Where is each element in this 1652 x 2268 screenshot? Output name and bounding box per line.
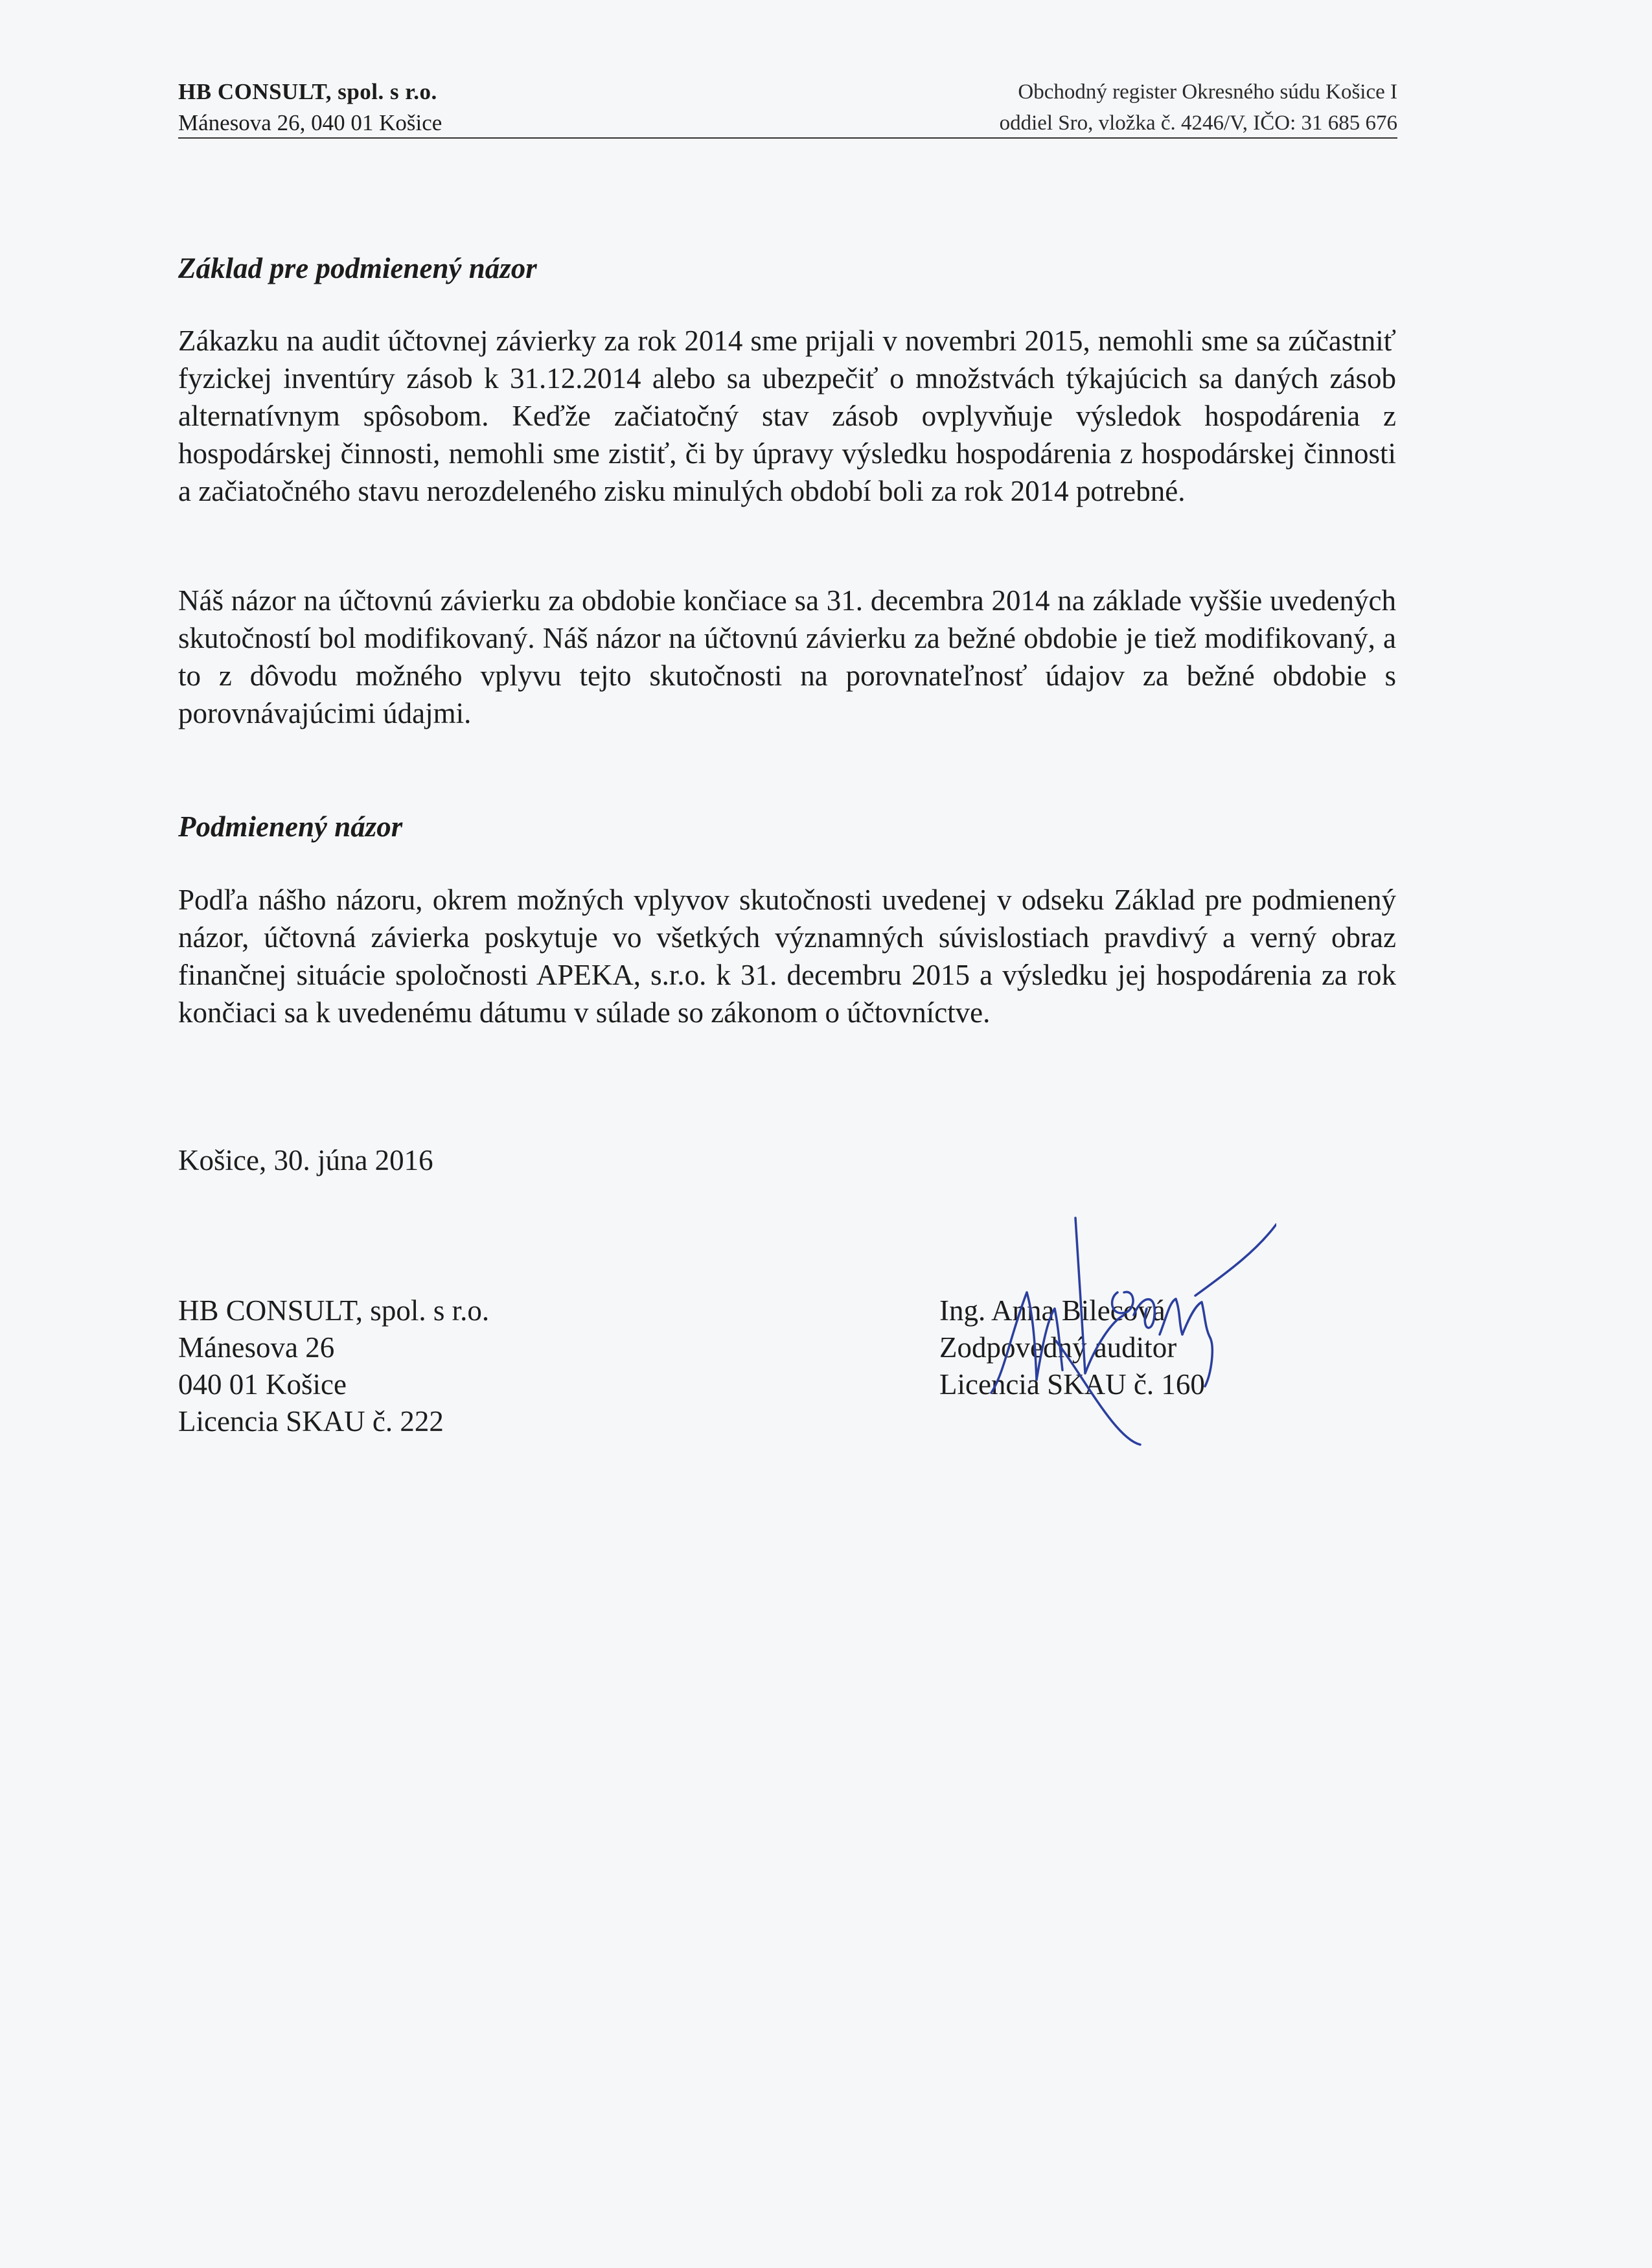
auditor-name: Ing. Anna Bilecová — [939, 1294, 1165, 1327]
letterhead-address: Mánesova 26, 040 01 Košice — [178, 110, 442, 135]
section2-paragraph1: Podľa nášho názoru, okrem možných vplyvov skutočnosti uvedenej v odseku Základ pre podmienený názor, účtovná závierka poskytuje vo všetkých významných súvislostiach pravdivý a verný obraz finančnej situácie spoločnosti APEKA, s.r.o. k 31. decembru 2015 a výsledku jej hospodárenia za rok končiaci sa k uvedenému dátumu v súlade so zákonom o účtovníctve. — [178, 884, 1396, 1029]
section1-paragraph2: Náš názor na účtovnú závierku za obdobie končiace sa 31. decembra 2014 na základe vyššie uvedených skutočností bol modifikovaný. Náš názor na účtovnú závierku za bežné obdobie je tiež modifikovaný, a to z dôvodu možného vplyvu tejto skutočnosti na porovnateľnosť údajov za bežné obdobie s porovnávajúcimi údajmi. — [178, 584, 1396, 729]
letterhead-company: HB CONSULT, spol. s r.o. — [178, 79, 437, 104]
letterhead-register-line2: oddiel Sro, vložka č. 4246/V, IČO: 31 685 676 — [999, 111, 1397, 135]
firm-name: HB CONSULT, spol. s r.o. — [178, 1294, 490, 1327]
letterhead-register-line1: Obchodný register Okresného súdu Košice I — [1018, 80, 1397, 104]
handwritten-signature — [972, 1179, 1276, 1451]
letterhead-left — [178, 76, 442, 139]
section1-heading: Základ pre podmienený názor — [178, 252, 537, 284]
auditor-license: Licencia SKAU č. 160 — [939, 1368, 1205, 1401]
firm-block — [178, 1292, 489, 1440]
firm-license: Licencia SKAU č. 222 — [178, 1405, 444, 1438]
letterhead-right — [1000, 76, 1397, 139]
letterhead-divider — [178, 137, 1397, 139]
firm-city: 040 01 Košice — [178, 1368, 347, 1401]
section1-paragraph1: Zákazku na audit účtovnej závierky za rok 2014 sme prijali v novembri 2015, nemohli sme sa zúčastniť fyzickej inventúry zásob k 31.12.2014 alebo sa ubezpečiť o množstvách týkajúcich sa daných zásob alternatívnym spôsobom. Keďže začiatočný stav zásob ovplyvňuje výsledok hospodárenia z hospodárskej činnosti, nemohli sme zistiť, či by úpravy výsledku hospodárenia z hospodárskej činnosti a začiatočného stavu nerozdeleného zisku minulých období boli za rok 2014 potrebné. — [178, 325, 1396, 507]
document-date: Košice, 30. júna 2016 — [178, 1144, 433, 1176]
firm-street: Mánesova 26 — [178, 1331, 335, 1364]
section2-heading: Podmienený názor — [178, 810, 403, 843]
auditor-role: Zodpovedný auditor — [939, 1331, 1177, 1364]
